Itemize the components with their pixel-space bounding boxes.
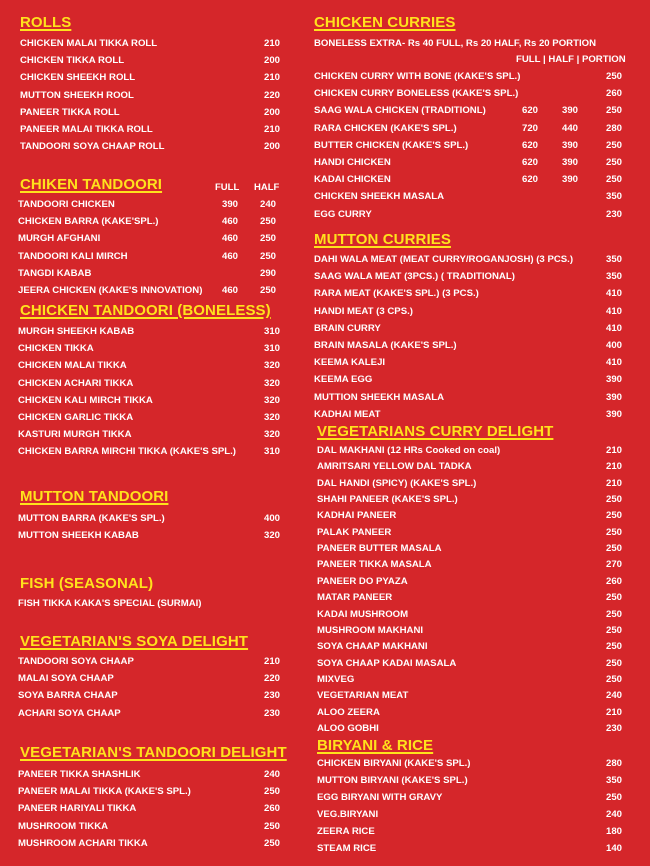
menu-item xyxy=(0,655,300,669)
item-name: STEAM RICE xyxy=(317,843,377,854)
item-price: 200 xyxy=(263,55,280,67)
item-half: 390 xyxy=(561,105,578,117)
menu-item xyxy=(300,208,650,222)
item-name: MUTTON SHEEKH KABAB xyxy=(18,530,139,542)
section-title: VEGETARIANS CURRY DELIGHT xyxy=(317,423,554,440)
item-name: KADAI CHICKEN xyxy=(314,174,391,186)
section-title: FISH (SEASONAL) xyxy=(20,575,154,592)
menu-item xyxy=(0,198,300,212)
menu-item xyxy=(300,253,650,267)
menu-item xyxy=(0,445,300,459)
item-price: 310 xyxy=(263,326,280,337)
item-name: HANDI MEAT (3 CPS.) xyxy=(314,305,413,317)
menu-item xyxy=(300,460,650,474)
menu-item xyxy=(300,477,650,491)
menu-item xyxy=(0,342,300,356)
item-name: CHICKEN MALAI TIKKA xyxy=(18,360,127,372)
item-price: 400 xyxy=(605,340,622,351)
item-full: 620 xyxy=(521,139,538,151)
item-half: 390 xyxy=(561,174,578,186)
item-price: 390 xyxy=(605,408,622,420)
menu-item xyxy=(300,509,650,523)
item-price: 220 xyxy=(263,673,280,685)
item-full: 390 xyxy=(221,199,238,210)
menu-item xyxy=(300,356,650,370)
menu-item xyxy=(300,373,650,387)
item-name: CHICKEN GARLIC TIKKA xyxy=(18,412,134,423)
item-full: 620 xyxy=(521,105,538,117)
item-name: SOYA BARRA CHAAP xyxy=(18,690,118,702)
menu-item xyxy=(0,71,300,85)
item-price: 250 xyxy=(263,786,280,798)
item-name: CHICKEN SHEEKH MASALA xyxy=(314,191,445,203)
menu-item xyxy=(300,791,650,805)
item-price: 200 xyxy=(263,106,280,118)
item-price: 210 xyxy=(605,477,622,489)
menu-item xyxy=(0,689,300,703)
menu-item xyxy=(300,689,650,703)
item-name: MURGH AFGHANI xyxy=(18,233,101,245)
menu-item xyxy=(300,774,650,788)
item-name: JEERA CHICKEN (KAKE'S INNOVATION) xyxy=(18,285,203,296)
item-half: 390 xyxy=(561,157,578,168)
item-price: 400 xyxy=(263,513,280,524)
item-name: DAL HANDI (SPICY) (KAKE'S SPL.) xyxy=(317,477,477,489)
menu-item xyxy=(300,657,650,671)
item-name: MATAR PANEER xyxy=(317,592,393,604)
menu-item xyxy=(300,624,650,638)
menu-item xyxy=(300,842,650,856)
item-name: MUSHROOM ACHARI TIKKA xyxy=(18,837,148,849)
boneless-extra-note: BONELESS EXTRA- Rs 40 FULL, Rs 20 HALF, Rs 20 PORTION xyxy=(314,38,597,49)
menu-item xyxy=(300,542,650,556)
item-name: BRAIN MASALA (KAKE'S SPL.) xyxy=(314,340,457,351)
section-title: ROLLS xyxy=(20,14,72,31)
item-name: TANDOORI KALI MIRCH xyxy=(18,250,128,262)
menu-item xyxy=(300,173,650,187)
item-half: 250 xyxy=(259,285,276,296)
menu-item xyxy=(300,305,650,319)
item-price: 310 xyxy=(263,446,280,458)
item-portion: 230 xyxy=(605,208,622,220)
item-price: 250 xyxy=(605,608,622,620)
item-price: 350 xyxy=(605,254,622,265)
item-name: FISH TIKKA KAKA'S SPECIAL (SURMAI) xyxy=(18,598,202,609)
menu-item xyxy=(0,411,300,425)
menu-item xyxy=(0,785,300,799)
menu-item xyxy=(0,37,300,51)
item-price: 240 xyxy=(605,809,622,820)
item-name: PANEER BUTTER MASALA xyxy=(317,543,442,555)
section-title: CHICKEN TANDOORI (BONELESS) xyxy=(20,302,271,319)
item-price: 250 xyxy=(605,641,622,653)
item-name: SAAG WALA MEAT (3PCS.) ( TRADITIONAL) xyxy=(314,271,515,283)
item-name: CHICKEN BIRYANI (KAKE'S SPL.) xyxy=(317,758,471,769)
item-name: PANEER TIKKA MASALA xyxy=(317,559,432,571)
item-name: TANDOORI CHICKEN xyxy=(18,199,115,210)
menu-item xyxy=(0,54,300,68)
item-name: DAL MAKHANI (12 HRs Cooked on coal) xyxy=(317,445,501,456)
item-name: CHICKEN CURRY BONELESS (KAKE'S SPL.) xyxy=(314,88,519,100)
item-portion: 260 xyxy=(605,88,622,100)
item-name: MURGH SHEEKH KABAB xyxy=(18,326,135,337)
item-price: 250 xyxy=(605,592,622,604)
item-full: 460 xyxy=(221,250,238,262)
menu-item xyxy=(300,70,650,84)
section-title: MUTTON TANDOORI xyxy=(20,488,169,505)
menu-item xyxy=(300,408,650,422)
item-price: 250 xyxy=(605,673,622,685)
item-price: 250 xyxy=(605,494,622,506)
item-name: TANDOORI SOYA CHAAP xyxy=(18,656,134,667)
item-portion: 250 xyxy=(605,174,622,186)
menu-item xyxy=(0,428,300,442)
item-name: KADHAI MEAT xyxy=(314,408,381,420)
menu-item xyxy=(300,139,650,153)
menu-item xyxy=(0,106,300,120)
item-price: 250 xyxy=(605,657,622,669)
menu-item xyxy=(300,526,650,540)
item-price: 250 xyxy=(263,837,280,849)
item-full: 460 xyxy=(221,233,238,245)
menu-item xyxy=(0,802,300,816)
item-price: 210 xyxy=(263,124,280,135)
item-portion: 250 xyxy=(605,157,622,168)
menu-item xyxy=(300,391,650,405)
menu-item xyxy=(300,757,650,771)
item-name: MUSHROOM MAKHANI xyxy=(317,624,424,636)
item-full: 620 xyxy=(521,157,538,168)
menu-item xyxy=(300,608,650,622)
item-price: 320 xyxy=(263,429,280,441)
item-price: 230 xyxy=(263,690,280,702)
item-price: 250 xyxy=(605,624,622,636)
item-portion: 250 xyxy=(605,139,622,151)
item-half: 440 xyxy=(561,122,578,134)
menu-item xyxy=(300,87,650,101)
item-price: 210 xyxy=(263,72,280,84)
item-price: 240 xyxy=(263,769,280,780)
item-price: 250 xyxy=(605,526,622,538)
item-name: ACHARI SOYA CHAAP xyxy=(18,707,121,719)
item-name: TANDOORI SOYA CHAAP ROLL xyxy=(20,141,165,153)
item-name: VEG.BIRYANI xyxy=(317,809,379,820)
item-name: CHICKEN BARRA (KAKE'SPL.) xyxy=(18,216,159,228)
item-name: CHICKEN ACHARI TIKKA xyxy=(18,377,134,389)
item-name: VEGETARIAN MEAT xyxy=(317,690,409,702)
item-price: 260 xyxy=(263,803,280,815)
item-name: PANEER TIKKA SHASHLIK xyxy=(18,769,141,780)
item-price: 210 xyxy=(605,706,622,718)
item-price: 320 xyxy=(263,530,280,542)
menu-item xyxy=(0,325,300,339)
item-name: MUTTION SHEEKH MASALA xyxy=(314,391,445,403)
menu-item xyxy=(0,597,300,611)
menu-item xyxy=(0,232,300,246)
item-price: 320 xyxy=(263,377,280,389)
item-name: CHICKEN CURRY WITH BONE (KAKE'S SPL.) xyxy=(314,71,521,82)
section-title: VEGETARIAN'S SOYA DELIGHT xyxy=(20,633,249,650)
item-price: 310 xyxy=(263,343,280,355)
item-portion: 350 xyxy=(605,191,622,203)
section-title: MUTTON CURRIES xyxy=(314,231,451,248)
item-name: BUTTER CHICKEN (KAKE'S SPL.) xyxy=(314,139,469,151)
item-price: 220 xyxy=(263,89,280,101)
menu-item xyxy=(0,377,300,391)
menu-item xyxy=(300,575,650,589)
item-price: 250 xyxy=(605,510,622,522)
item-price: 250 xyxy=(263,820,280,832)
item-name: SOYA CHAAP KADAI MASALA xyxy=(317,657,457,669)
section-title: VEGETARIAN'S TANDOORI DELIGHT xyxy=(20,744,287,761)
menu-item xyxy=(300,270,650,284)
menu-item xyxy=(0,89,300,103)
item-price: 230 xyxy=(263,707,280,719)
item-name: RARA MEAT (KAKE'S SPL.) (3 PCS.) xyxy=(314,288,479,300)
item-half: 250 xyxy=(259,216,276,228)
item-portion: 280 xyxy=(605,122,622,134)
item-price: 320 xyxy=(263,394,280,406)
menu-item xyxy=(300,640,650,654)
item-full: 460 xyxy=(221,216,238,228)
menu-item xyxy=(0,512,300,526)
item-name: BRAIN CURRY xyxy=(314,322,381,334)
menu-item xyxy=(300,444,650,458)
item-name: HANDI CHICKEN xyxy=(314,157,391,168)
item-price: 240 xyxy=(605,690,622,702)
item-half: 390 xyxy=(561,139,578,151)
section-title: BIRYANI & RICE xyxy=(317,737,434,754)
section-title: CHIKEN TANDOORI xyxy=(20,176,163,193)
menu-item xyxy=(0,359,300,373)
item-price: 410 xyxy=(605,305,622,317)
item-name: AMRITSARI YELLOW DAL TADKA xyxy=(317,461,472,473)
menu-item xyxy=(300,808,650,822)
menu-item xyxy=(300,287,650,301)
item-price: 210 xyxy=(605,445,622,456)
menu-item xyxy=(300,104,650,118)
item-name: SOYA CHAAP MAKHANI xyxy=(317,641,428,653)
item-name: PANEER MALAI TIKKA ROLL xyxy=(20,124,153,135)
menu-item xyxy=(300,322,650,336)
column-header-half: HALF xyxy=(254,182,280,193)
menu-item xyxy=(300,156,650,170)
item-price: 390 xyxy=(605,391,622,403)
item-price: 140 xyxy=(605,843,622,854)
menu-item xyxy=(0,837,300,851)
item-name: CHICKEN BARRA MIRCHI TIKKA (KAKE'S SPL.) xyxy=(18,446,236,458)
menu-item xyxy=(0,529,300,543)
item-name: KEEMA EGG xyxy=(314,374,373,386)
item-name: PANEER TIKKA ROLL xyxy=(20,106,120,118)
menu-item xyxy=(300,673,650,687)
item-price: 410 xyxy=(605,288,622,300)
item-portion: 250 xyxy=(605,105,622,117)
item-portion: 250 xyxy=(605,71,622,82)
item-name: MALAI SOYA CHAAP xyxy=(18,673,114,685)
menu-item xyxy=(0,707,300,721)
menu-item xyxy=(0,672,300,686)
item-name: CHICKEN TIKKA ROLL xyxy=(20,55,125,67)
menu-item xyxy=(300,558,650,572)
item-name: CHICKEN KALI MIRCH TIKKA xyxy=(18,394,153,406)
item-name: ALOO GOBHI xyxy=(317,722,379,734)
item-full: 620 xyxy=(521,174,538,186)
item-name: KASTURI MURGH TIKKA xyxy=(18,429,132,441)
item-name: DAHI WALA MEAT (MEAT CURRY/ROGANJOSH) (3 PCS.) xyxy=(314,254,574,265)
item-price: 210 xyxy=(263,656,280,667)
item-name: CHICKEN TIKKA xyxy=(18,343,94,355)
item-price: 210 xyxy=(263,38,280,49)
item-name: SAAG WALA CHICKEN (TRADITIONL) xyxy=(314,105,486,117)
item-half: 290 xyxy=(259,267,276,279)
item-name: MUTTON BIRYANI (KAKE'S SPL.) xyxy=(317,775,468,786)
item-name: MUSHROOM TIKKA xyxy=(18,820,109,832)
item-name: MUTTON SHEEKH ROOL xyxy=(20,89,134,101)
menu-item xyxy=(0,123,300,137)
menu-item xyxy=(300,706,650,720)
item-price: 180 xyxy=(605,826,622,837)
menu-item xyxy=(0,267,300,281)
item-name: TANGDI KABAB xyxy=(18,267,92,279)
item-name: PANEER DO PYAZA xyxy=(317,575,408,587)
item-name: PANEER HARIYALI TIKKA xyxy=(18,803,137,815)
item-name: SHAHI PANEER (KAKE'S SPL.) xyxy=(317,494,458,506)
item-price: 350 xyxy=(605,775,622,786)
item-price: 280 xyxy=(605,758,622,769)
item-price: 350 xyxy=(605,271,622,283)
column-header: FULL | HALF | PORTION xyxy=(516,54,626,65)
item-half: 240 xyxy=(259,199,276,210)
menu-item xyxy=(300,493,650,507)
menu-item xyxy=(0,250,300,264)
item-name: EGG CURRY xyxy=(314,208,372,220)
item-name: KADAI MUSHROOM xyxy=(317,608,409,620)
item-price: 210 xyxy=(605,461,622,473)
menu-item xyxy=(0,215,300,229)
item-name: ZEERA RICE xyxy=(317,826,375,837)
item-name: KADHAI PANEER xyxy=(317,510,397,522)
item-full: 720 xyxy=(521,122,538,134)
item-name: RARA CHICKEN (KAKE'S SPL.) xyxy=(314,122,457,134)
item-name: KEEMA KALEJI xyxy=(314,357,386,369)
menu-item xyxy=(300,122,650,136)
item-name: MIXVEG xyxy=(317,673,355,685)
item-half: 250 xyxy=(259,233,276,245)
menu-item xyxy=(0,820,300,834)
menu-item xyxy=(0,394,300,408)
item-price: 270 xyxy=(605,559,622,571)
item-price: 320 xyxy=(263,412,280,423)
item-name: PANEER MALAI TIKKA (KAKE'S SPL.) xyxy=(18,786,191,798)
item-price: 410 xyxy=(605,357,622,369)
menu-item xyxy=(0,768,300,782)
item-price: 250 xyxy=(605,543,622,555)
menu-item xyxy=(300,190,650,204)
item-full: 460 xyxy=(221,285,238,296)
item-price: 200 xyxy=(263,141,280,153)
item-price: 260 xyxy=(605,575,622,587)
menu-item xyxy=(300,591,650,605)
menu-item xyxy=(300,825,650,839)
menu-item xyxy=(0,284,300,298)
menu-item xyxy=(300,339,650,353)
item-half: 250 xyxy=(259,250,276,262)
item-name: CHICKEN MALAI TIKKA ROLL xyxy=(20,38,158,49)
item-price: 250 xyxy=(605,792,622,803)
column-header-full: FULL xyxy=(215,182,240,193)
item-name: PALAK PANEER xyxy=(317,526,392,538)
item-name: CHICKEN SHEEKH ROLL xyxy=(20,72,136,84)
item-name: MUTTON BARRA (KAKE'S SPL.) xyxy=(18,513,165,524)
section-title: CHICKEN CURRIES xyxy=(314,14,456,31)
menu-item xyxy=(300,722,650,736)
item-name: EGG BIRYANI WITH GRAVY xyxy=(317,792,443,803)
item-price: 390 xyxy=(605,374,622,386)
item-name: ALOO ZEERA xyxy=(317,706,380,718)
item-price: 410 xyxy=(605,322,622,334)
item-price: 320 xyxy=(263,360,280,372)
item-price: 230 xyxy=(605,722,622,734)
menu-item xyxy=(0,140,300,154)
